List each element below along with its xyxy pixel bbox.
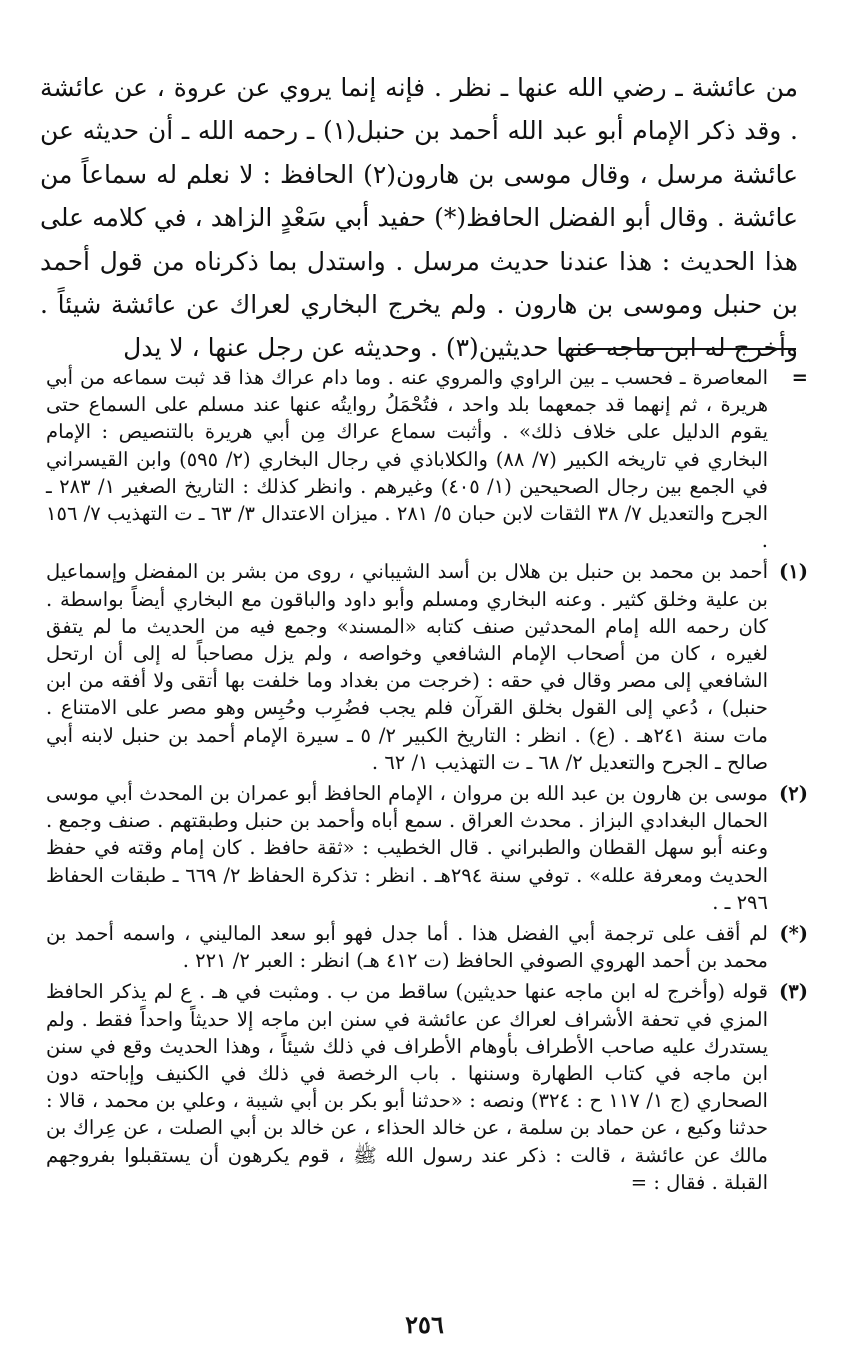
main-text-block <box>40 66 798 370</box>
footnote-mark: (٢) <box>779 782 808 806</box>
footnote-text: المعاصرة ـ فحسب ـ بين الراوي والمروي عنه . وما دام عراك هذا قد ثبت سماعه من أبي هريرة ، ثم إنهما قد جمعهما بلد واحد ، فتُحْمَلُ روايتُه عنها عند مسلم على السماع حتى يقوم الدليل على خلاف ذلك» . وأثبت سماع عراك مِن أبي هريرة بالتنصيص : الإمام البخاري في تاريخه الكبير (٧/ ٨٨) والكلاباذي في رجال البخاري (٢/ ٥٩٥) وابن القيسراني في الجمع بين رجال الصحيحين (١/ ٤٠٥) وغيرهم . وانظر كذلك : التاريخ الصغير ١/ ٢٨٣ ـ الجرح والتعديل ٧/ ٣٨ الثقات لابن حبان ٥/ ٢٨١ . ميزان الاعتدال ٣/ ٦٣ ـ ت التهذيب ٧/ ١٥٦ . <box>46 366 768 553</box>
main-paragraph: من عائشة ـ رضي الله عنها ـ نظر . فإنه إنما يروي عن عروة ، عن عائشة . وقد ذكر الإمام أبو عبد الله أحمد بن حنبل(١) ـ رحمه الله ـ أن حديثه عن عائشة مرسل ، وقال موسى بن هارون(٢) الحافظ : لا نعلم له سماعاً من عائشة . وقال أبو الفضل الحافظ(*) حفيد أبي سَعْدٍ الزاهد ، في كلامه على هذا الحديث : هذا عندنا حديث مرسل . واستدل بما ذكرناه من قول أحمد بن حنبل وموسى بن هارون . ولم يخرج البخاري لعراك عن عائشة شيئاً . وأخرج له ابن ماجه عنها حديثين(٣) . وحديثه عن رجل عنها ، لا يدل <box>40 73 798 363</box>
footnote-2 <box>38 780 808 916</box>
footnote-1 <box>38 558 808 776</box>
footnote-text: قوله (وأخرج له ابن ماجه عنها حديثين) ساقط من ب . ومثبت في هـ . ع لم يذكر الحافظ المزي في تحفة الأشراف لعراك عن عائشة في سنن ابن ماجه إلا حديثاً واحداً فقط . ولم يستدرك عليه صاحب الأطراف بأوهام الأطراف في ذلك شيئاً ، وهذا الحديث وقع في سنن ابن ماجه في كتاب الطهارة وسننها . باب الرخصة في ذلك في الكنيف وإباحته دون الصحاري (ج ١/ ١١٧ ح : ٣٢٤) ونصه : «حدثنا أبو بكر بن أبي شيبة ، وعلي بن محمد ، قالا : حدثنا وكيع ، عن حماد بن سلمة ، عن خالد الحذاء ، عن خالد بن أبي الصلت ، عن عِراك بن مالك عن عائشة ، قالت : ذكر عند رسول الله ﷺ ، قوم يكرهون أن يستقبلوا بفروجهم القبلة . فقال : = <box>46 980 768 1194</box>
footnotes-block <box>38 364 808 1196</box>
footnote-star <box>38 920 808 974</box>
footnote-separator <box>573 348 796 350</box>
footnote-text: موسى بن هارون بن عبد الله بن مروان ، الإمام الحافظ أبو عمران بن المحدث أبي موسى الحمال البغدادي البزاز . محدث العراق . سمع أباه وأحمد بن حنبل وطبقتهم . صنف وجمع . وعنه أبو سهل القطان والطبراني . قال الخطيب : «ثقة حافظ . كان إمام وقته في حفظ الحديث ومعرفة علله» . توفي سنة ٢٩٤هـ . انظر : تذكرة الحفاظ ٢/ ٦٦٩ ـ طبقات الحفاظ ٢٩٦ ـ . <box>46 782 769 914</box>
page-number: ٢٥٦ <box>405 1310 444 1339</box>
footnote-mark: = <box>791 366 808 389</box>
footnote-text: لم أقف على ترجمة أبي الفضل هذا . أما جدل فهو أبو سعد الماليني ، واسمه أحمد بن محمد بن أحمد الهروي الصوفي الحافظ (ت ٤١٢ هـ) انظر : العبر ٢/ ٢٢١ . <box>46 922 768 973</box>
footnote-continuation <box>38 364 808 554</box>
footnote-mark: (*) <box>779 922 808 946</box>
footnote-3 <box>38 978 808 1196</box>
footnote-mark: (١) <box>779 560 808 584</box>
footnote-mark: (٣) <box>779 980 808 1004</box>
footnote-text: أحمد بن محمد بن حنبل بن هلال بن أسد الشيباني ، روى من بشر بن المفضل وإسماعيل بن علية وخلق كثير . وعنه البخاري ومسلم وأبو داود والباقون مع البخاري أيضاً بواسطة . كان رحمه الله إمام المحدثين صنف كتابه «المسند» وجمع فيه من الحديث ما لم يتفق لغيره ، كان من أصحاب الإمام الشافعي وخواصه ، ولم يزل مصاحباً له إلى أن ارتحل الشافعي إلى مصر وقال في حقه : (خرجت من بغداد وما خلفت بها أتقى ولا أفقه من ابن حنبل) ، دُعي إلى القول بخلق القرآن فلم يجب فضُرِب وحُبِس وهو مصر على الامتناع . مات سنة ٢٤١هـ . (ع) . انظر : التاريخ الكبير ٢/ ٥ ـ سيرة الإمام أحمد بن حنبل لابنه أبي صالح ـ الجرح والتعديل ٢/ ٦٨ ـ ت التهذيب ١/ ٦٢ . <box>46 560 768 774</box>
